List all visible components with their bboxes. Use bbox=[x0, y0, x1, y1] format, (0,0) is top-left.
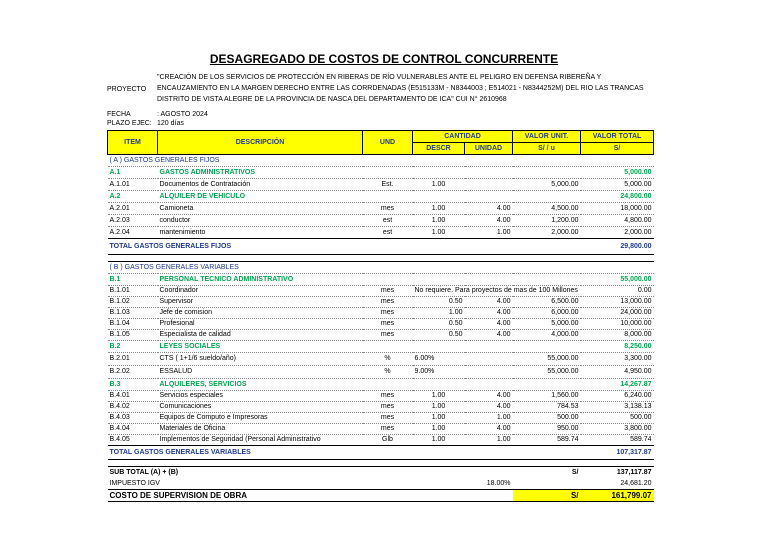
item-vt: 18,000.00 bbox=[581, 203, 654, 215]
item-unidad: 1.00 bbox=[465, 435, 513, 446]
total-variables-value: 107,317.87 bbox=[581, 446, 654, 460]
item-und: Est. bbox=[363, 179, 413, 191]
item-und: mes bbox=[363, 319, 413, 330]
item-code: B.1.01 bbox=[108, 286, 158, 297]
section-a-title: ( A ) GASTOS GENERALES FIJOS bbox=[108, 155, 654, 167]
item-desc: Materiales de Oficina bbox=[158, 424, 363, 435]
item-code: B.2 bbox=[108, 341, 158, 353]
table-row bbox=[108, 155, 654, 167]
col-item: ITEM bbox=[108, 131, 158, 155]
table-row bbox=[108, 274, 654, 286]
section-b-title: ( B ) GASTOS GENERALES VARIABLES bbox=[108, 262, 654, 274]
item-code: B.2.01 bbox=[108, 353, 158, 366]
item-vu: 6,000.00 bbox=[513, 308, 581, 319]
table-row bbox=[108, 330, 654, 341]
item-und: mes bbox=[363, 413, 413, 424]
item-unidad: 4.00 bbox=[465, 402, 513, 413]
item-unidad: 4.00 bbox=[465, 330, 513, 341]
plazo-label: PLAZO EJEC: bbox=[107, 120, 152, 127]
subtotal-currency: S/ bbox=[513, 467, 581, 479]
table-row bbox=[108, 341, 654, 353]
item-code: B.3 bbox=[108, 379, 158, 391]
cost-table bbox=[107, 130, 654, 502]
item-unidad: 4.00 bbox=[465, 297, 513, 308]
item-vu: 589.74 bbox=[513, 435, 581, 446]
col-valor-unit-sub: S/ / u bbox=[513, 143, 581, 155]
item-unidad: 4.00 bbox=[465, 215, 513, 227]
item-und: mes bbox=[363, 391, 413, 402]
item-und: % bbox=[363, 366, 413, 379]
item-vu: 950.00 bbox=[513, 424, 581, 435]
item-descr: 0.50 bbox=[413, 319, 465, 330]
item-desc: ALQUILER DE VEHICULO bbox=[158, 191, 363, 203]
subtotal-value: 137,117.87 bbox=[581, 467, 654, 479]
item-total: 24,800.00 bbox=[581, 191, 654, 203]
item-descr: 1.00 bbox=[413, 203, 465, 215]
item-vu: 784.53 bbox=[513, 402, 581, 413]
item-desc: Especialista de calidad bbox=[158, 330, 363, 341]
igv-percent: 18.00% bbox=[465, 478, 513, 490]
table-row bbox=[108, 191, 654, 203]
proyecto-label: PROYECTO bbox=[107, 86, 147, 93]
table-row bbox=[108, 435, 654, 446]
table-row bbox=[108, 366, 654, 379]
item-code: A.1 bbox=[108, 167, 158, 179]
total-fijos-label: TOTAL GASTOS GENERALES FIJOS bbox=[108, 239, 581, 255]
col-valor-total: VALOR TOTAL bbox=[581, 131, 654, 143]
col-und: UND bbox=[363, 131, 413, 155]
item-desc: Servicios especiales bbox=[158, 391, 363, 402]
item-descr: 6.00% bbox=[413, 353, 465, 366]
total-variables-row bbox=[108, 446, 654, 460]
item-und: mes bbox=[363, 286, 413, 297]
item-descr: 1.00 bbox=[413, 424, 465, 435]
item-desc: GASTOS ADMINISTRATIVOS bbox=[158, 167, 363, 179]
proyecto-text: "CREACIÓN DE LOS SERVICIOS DE PROTECCIÓN EN RIBERAS DE RÍO VULNERABLES ANTE EL PELIGRO EN DEFENSA RIBEREÑA Y ENCAUZAMIENTO EN LA MARGEN DERECHO ENTRE LAS CORRDENADAS (E515133M - N8344003 ; E514021 - N8344252M) DEL RIO LAS TRANCAS DISTRITO DE VISTA ALEGRE DE LA PROVINCIA DE NASCA DEL DEPARTAMENTO DE ICA" CUI N° 2610968 bbox=[157, 74, 644, 103]
item-code: B.4.03 bbox=[108, 413, 158, 424]
table-row bbox=[108, 262, 654, 274]
item-descr: 9.00% bbox=[413, 366, 465, 379]
item-und: mes bbox=[363, 297, 413, 308]
item-desc: Equipos de Computo e Impresoras bbox=[158, 413, 363, 424]
item-vu: 5,000.00 bbox=[513, 319, 581, 330]
item-vt: 8,000.00 bbox=[581, 330, 654, 341]
item-und: est bbox=[363, 227, 413, 239]
subtotal-label: SUB TOTAL (A) + (B) bbox=[108, 467, 513, 479]
table-row bbox=[108, 353, 654, 366]
item-desc: ESSALUD bbox=[158, 366, 363, 379]
item-descr: 1.00 bbox=[413, 308, 465, 319]
item-descr: 1.00 bbox=[413, 402, 465, 413]
item-code: B.1.04 bbox=[108, 319, 158, 330]
table-row bbox=[108, 379, 654, 391]
item-descr: 1.00 bbox=[413, 435, 465, 446]
igv-value: 24,681.20 bbox=[581, 478, 654, 490]
table-row bbox=[108, 286, 654, 297]
item-desc: Profesional bbox=[158, 319, 363, 330]
item-desc: Camioneta bbox=[158, 203, 363, 215]
document-title: DESAGREGADO DE COSTOS DE CONTROL CONCURRENTE bbox=[209, 52, 559, 66]
table-row bbox=[108, 297, 654, 308]
table-row bbox=[108, 308, 654, 319]
item-desc: Supervisor bbox=[158, 297, 363, 308]
item-code: B.1.05 bbox=[108, 330, 158, 341]
item-und: mes bbox=[363, 402, 413, 413]
item-vt: 6,240.00 bbox=[581, 391, 654, 402]
item-und: mes bbox=[363, 203, 413, 215]
item-und: % bbox=[363, 353, 413, 366]
col-unidad: UNIDAD bbox=[465, 143, 513, 155]
item-unidad: 1.00 bbox=[465, 227, 513, 239]
item-vu: 6,500.00 bbox=[513, 297, 581, 308]
item-und: Glb bbox=[363, 435, 413, 446]
item-descr: 1.00 bbox=[413, 391, 465, 402]
table-row bbox=[108, 413, 654, 424]
item-note: No requiere. Para proyectos de mas de 100 Millones bbox=[413, 286, 581, 297]
item-total: 5,000.00 bbox=[581, 167, 654, 179]
item-desc: PERSONAL TECNICO ADMINISTRATIVO bbox=[158, 274, 363, 286]
item-desc: mantenimiento bbox=[158, 227, 363, 239]
item-descr: 1.00 bbox=[413, 179, 465, 191]
total-fijos-value: 29,800.00 bbox=[581, 239, 654, 255]
item-descr: 1.00 bbox=[413, 413, 465, 424]
table-row bbox=[108, 227, 654, 239]
item-vu: 4,500.00 bbox=[513, 203, 581, 215]
igv-row bbox=[108, 478, 654, 490]
item-unidad: 4.00 bbox=[465, 391, 513, 402]
item-vt: 10,000.00 bbox=[581, 319, 654, 330]
table-row bbox=[108, 167, 654, 179]
item-unidad: 1.00 bbox=[465, 413, 513, 424]
item-vu: 1,200.00 bbox=[513, 215, 581, 227]
item-vt: 3,300.00 bbox=[581, 353, 654, 366]
item-desc: ALQUILERES, SERVICIOS bbox=[158, 379, 363, 391]
item-vu: 1,560.00 bbox=[513, 391, 581, 402]
item-code: A.2.04 bbox=[108, 227, 158, 239]
item-code: B.1 bbox=[108, 274, 158, 286]
item-code: B.1.02 bbox=[108, 297, 158, 308]
final-currency: S/ bbox=[513, 490, 581, 502]
total-fijos-row bbox=[108, 239, 654, 255]
item-total: 14,267.87 bbox=[581, 379, 654, 391]
item-descr: 0.50 bbox=[413, 297, 465, 308]
item-total: 8,250.00 bbox=[581, 341, 654, 353]
item-desc: LEYES SOCIALES bbox=[158, 341, 363, 353]
item-vt: 3,800.00 bbox=[581, 424, 654, 435]
col-cantidad: CANTIDAD bbox=[413, 131, 513, 143]
item-vt: 589.74 bbox=[581, 435, 654, 446]
item-vt: 3,138.13 bbox=[581, 402, 654, 413]
item-unidad: 4.00 bbox=[465, 319, 513, 330]
item-und: mes bbox=[363, 424, 413, 435]
table-row bbox=[108, 391, 654, 402]
item-unidad: 4.00 bbox=[465, 424, 513, 435]
col-valor-unit: VALOR UNIT. bbox=[513, 131, 581, 143]
item-code: B.4.01 bbox=[108, 391, 158, 402]
item-code: A.2 bbox=[108, 191, 158, 203]
item-vt: 4,950.00 bbox=[581, 366, 654, 379]
item-desc: Coordinador bbox=[158, 286, 363, 297]
item-unidad: 4.00 bbox=[465, 203, 513, 215]
item-desc: Implementos de Seguridad (Personal Administrativo bbox=[158, 435, 363, 446]
item-desc: conductor bbox=[158, 215, 363, 227]
final-row bbox=[108, 490, 654, 502]
table-row bbox=[108, 179, 654, 191]
table-row bbox=[108, 424, 654, 435]
table-row bbox=[108, 215, 654, 227]
item-code: A.2.01 bbox=[108, 203, 158, 215]
fecha-label: FECHA bbox=[107, 111, 131, 118]
table-row bbox=[108, 203, 654, 215]
col-descripcion: DESCRIPCIÓN bbox=[158, 131, 363, 155]
item-descr: 0.50 bbox=[413, 330, 465, 341]
item-desc: CTS ( 1+1/6 sueldo/año) bbox=[158, 353, 363, 366]
item-descr: 1.00 bbox=[413, 227, 465, 239]
item-vt: 0.00 bbox=[581, 286, 654, 297]
item-vu: 2,000.00 bbox=[513, 227, 581, 239]
item-vu: 55,000.00 bbox=[513, 353, 581, 366]
item-desc: Comunicaciones bbox=[158, 402, 363, 413]
item-vt: 13,000.00 bbox=[581, 297, 654, 308]
item-code: A.2.03 bbox=[108, 215, 158, 227]
table-row bbox=[108, 319, 654, 330]
item-code: B.1.03 bbox=[108, 308, 158, 319]
subtotal-row bbox=[108, 467, 654, 479]
final-label: COSTO DE SUPERVISION DE OBRA bbox=[108, 490, 513, 502]
item-vt: 500.00 bbox=[581, 413, 654, 424]
total-variables-label: TOTAL GASTOS GENERALES VARIABLES bbox=[108, 446, 581, 460]
table-row bbox=[108, 402, 654, 413]
final-value: 161,799.07 bbox=[581, 490, 654, 502]
item-und: est bbox=[363, 215, 413, 227]
item-vu: 4,000.00 bbox=[513, 330, 581, 341]
item-code: B.2.02 bbox=[108, 366, 158, 379]
item-desc: Documentos de Contratación bbox=[158, 179, 363, 191]
item-total: 55,000.00 bbox=[581, 274, 654, 286]
item-code: B.4.02 bbox=[108, 402, 158, 413]
item-und: mes bbox=[363, 330, 413, 341]
fecha-value: : AGOSTO 2024 bbox=[157, 111, 208, 118]
item-vt: 5,000.00 bbox=[581, 179, 654, 191]
item-desc: Jefe de comision bbox=[158, 308, 363, 319]
item-descr: 1.00 bbox=[413, 215, 465, 227]
plazo-value: 120 días bbox=[157, 120, 184, 127]
igv-label: IMPUESTO IGV bbox=[108, 478, 465, 490]
item-code: B.4.04 bbox=[108, 424, 158, 435]
item-code: B.4.05 bbox=[108, 435, 158, 446]
item-vu: 5,000.00 bbox=[513, 179, 581, 191]
col-valor-total-sub: S/ bbox=[581, 143, 654, 155]
item-vt: 4,800.00 bbox=[581, 215, 654, 227]
item-vu: 55,000.00 bbox=[513, 366, 581, 379]
item-vt: 2,000.00 bbox=[581, 227, 654, 239]
item-code: A.1.01 bbox=[108, 179, 158, 191]
fecha-block bbox=[107, 109, 208, 129]
item-und: mes bbox=[363, 308, 413, 319]
item-vu: 500.00 bbox=[513, 413, 581, 424]
item-unidad: 4.00 bbox=[465, 308, 513, 319]
col-descr: DESCR bbox=[413, 143, 465, 155]
item-vt: 24,000.00 bbox=[581, 308, 654, 319]
